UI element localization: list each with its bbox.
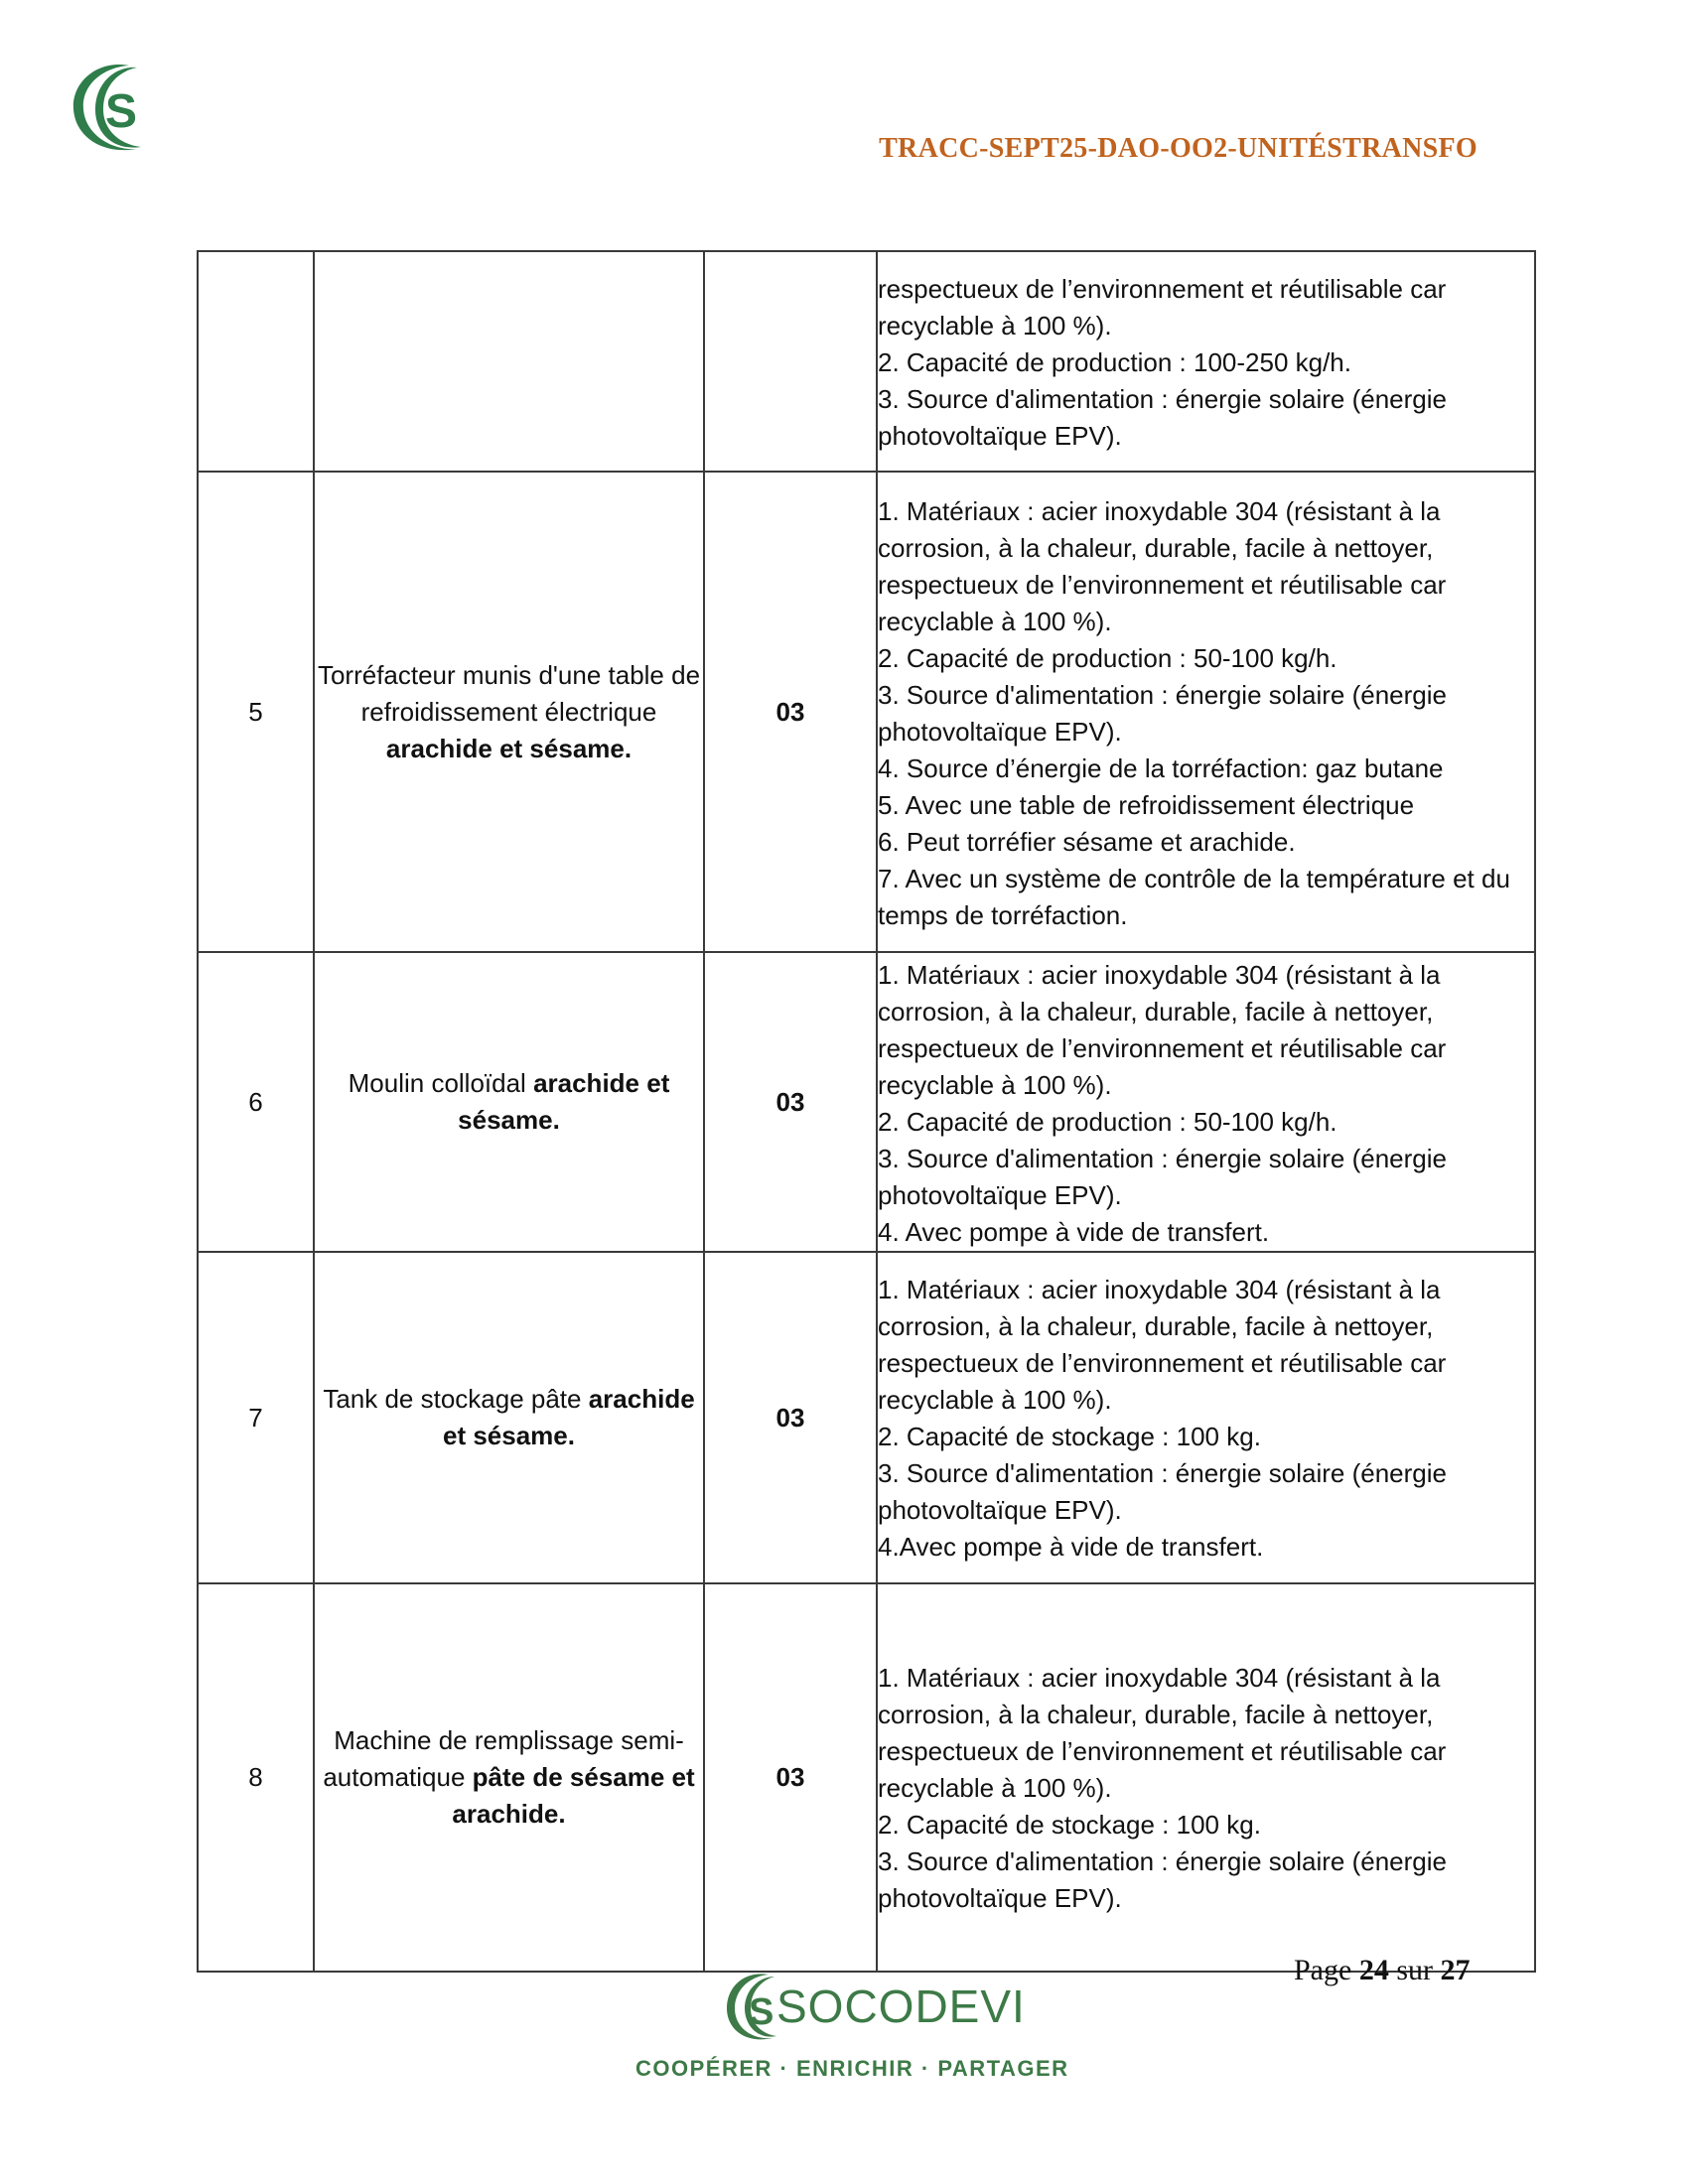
spec-line: 4. Avec pompe à vide de transfert. — [878, 1217, 1270, 1247]
item-name — [314, 952, 704, 1252]
equipment-spec-table — [197, 250, 1536, 1973]
item-specifications — [877, 1583, 1535, 1972]
table-row — [198, 1252, 1535, 1583]
item-specifications — [877, 1252, 1535, 1583]
svg-text:S: S — [749, 1991, 774, 2033]
spec-line: 2. Capacité de production : 100-250 kg/h. — [878, 346, 1351, 377]
spec-line: 5. Avec une table de refroidissement électrique — [878, 790, 1415, 820]
item-name-regular: Tank de stockage pâte — [323, 1384, 589, 1414]
table-row — [198, 1583, 1535, 1972]
document-reference: TRACC-SEPT25-DAO-OO2-UNITÉSTRANSFO — [879, 133, 1477, 164]
item-specifications — [877, 251, 1535, 472]
spec-line: 2. Capacité de stockage : 100 kg. — [878, 1810, 1261, 1840]
item-number — [198, 251, 314, 472]
footer-tagline: COOPÉRER · ENRICHIR · PARTAGER — [635, 2056, 1069, 2081]
item-name-bold: pâte de sésame et arachide. — [452, 1762, 695, 1829]
page-total: 27 — [1440, 1954, 1471, 1986]
svg-text:S: S — [105, 85, 138, 138]
page-number — [1294, 1954, 1471, 1987]
spec-line: 1. Matériaux : acier inoxydable 304 (résistant à la corrosion, à la chaleur, durable, facile à nettoyer, respectueux de l’environnement et réutilisable car recyclable à 100 %). — [878, 960, 1447, 1100]
footer-logo — [723, 1969, 1026, 2044]
spec-line: 2. Capacité de stockage : 100 kg. — [878, 1422, 1261, 1451]
spec-line: 1. Matériaux : acier inoxydable 304 (résistant à la corrosion, à la chaleur, durable, facile à nettoyer, respectueux de l’environnement et réutilisable car recyclable à 100 %). — [878, 1663, 1447, 1803]
item-name — [314, 472, 704, 952]
spec-line: 3. Source d'alimentation : énergie solaire (énergie photovoltaïque EPV). — [878, 1144, 1447, 1210]
page-label: Page — [1294, 1954, 1352, 1986]
spec-line: respectueux de l’environnement et réutilisable car recyclable à 100 %). — [878, 273, 1447, 341]
item-quantity: 03 — [704, 472, 877, 952]
table-row — [198, 472, 1535, 952]
item-specifications — [877, 952, 1535, 1252]
item-number: 7 — [198, 1252, 314, 1583]
item-name — [314, 251, 704, 472]
footer-brand-name: SOCODEVI — [776, 1980, 1026, 2032]
page-current: 24 — [1358, 1954, 1389, 1986]
item-number: 8 — [198, 1583, 314, 1972]
item-name-bold: arachide et sésame. — [443, 1384, 695, 1450]
spec-line: 1. Matériaux : acier inoxydable 304 (résistant à la corrosion, à la chaleur, durable, facile à nettoyer, respectueux de l’environnement et réutilisable car recyclable à 100 %). — [878, 1275, 1447, 1415]
spec-line: 7. Avec un système de contrôle de la température et du temps de torréfaction. — [878, 864, 1510, 930]
item-name-bold: arachide et sésame. — [385, 733, 633, 763]
spec-line: 3. Source d'alimentation : énergie solaire (énergie photovoltaïque EPV). — [878, 383, 1447, 451]
spec-line: 1. Matériaux : acier inoxydable 304 (résistant à la corrosion, à la chaleur, durable, facile à nettoyer, respectueux de l’environnement et réutilisable car recyclable à 100 %). — [878, 496, 1447, 636]
spec-line: 3. Source d'alimentation : énergie solaire (énergie photovoltaïque EPV). — [878, 1846, 1447, 1913]
item-number: 6 — [198, 952, 314, 1252]
table-row — [198, 952, 1535, 1252]
spec-line: 2. Capacité de production : 50-100 kg/h. — [878, 643, 1337, 673]
table-row — [198, 251, 1535, 472]
item-name-regular: Moulin colloïdal — [348, 1068, 534, 1098]
item-specifications — [877, 472, 1535, 952]
item-name — [314, 1583, 704, 1972]
item-name-regular: Torréfacteur munis d'une table de refroidissement électrique — [317, 659, 701, 727]
item-quantity — [704, 251, 877, 472]
spec-line: 3. Source d'alimentation : énergie solaire (énergie photovoltaïque EPV). — [878, 1458, 1447, 1525]
item-quantity: 03 — [704, 952, 877, 1252]
item-name-bold: arachide et sésame. — [458, 1068, 670, 1135]
socodevi-logo-icon — [723, 1969, 784, 2044]
item-name-regular: Machine de remplissage semi-automatique — [323, 1725, 684, 1792]
socodevi-logo-icon — [68, 58, 153, 157]
spec-line: 4. Source d’énergie de la torréfaction: gaz butane — [878, 753, 1444, 783]
spec-line: 4.Avec pompe à vide de transfert. — [878, 1532, 1264, 1562]
item-number: 5 — [198, 472, 314, 952]
page-separator: sur — [1396, 1954, 1433, 1986]
item-name — [314, 1252, 704, 1583]
spec-line: 2. Capacité de production : 50-100 kg/h. — [878, 1107, 1337, 1137]
spec-line: 6. Peut torréfier sésame et arachide. — [878, 827, 1296, 857]
item-quantity: 03 — [704, 1252, 877, 1583]
item-quantity: 03 — [704, 1583, 877, 1972]
spec-line: 3. Source d'alimentation : énergie solaire (énergie photovoltaïque EPV). — [878, 680, 1447, 747]
